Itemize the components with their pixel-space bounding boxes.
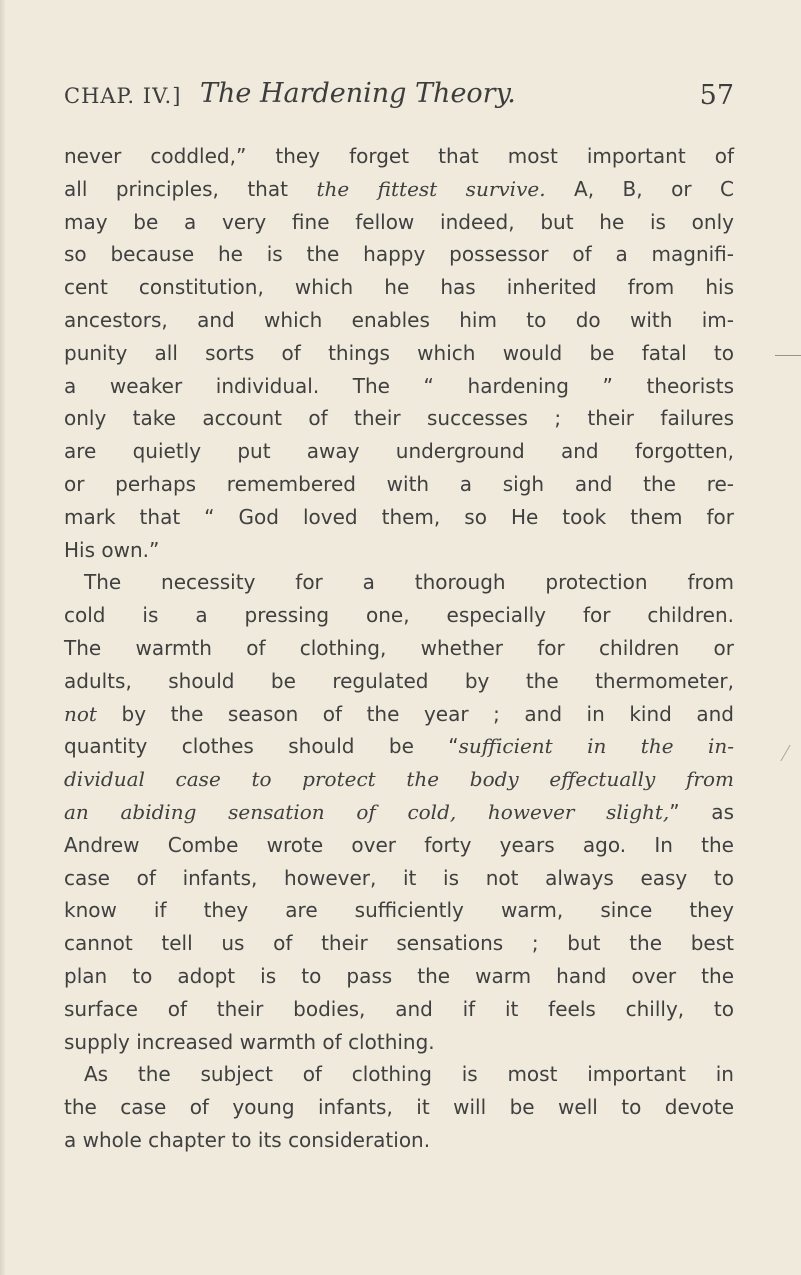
text-line — [64, 698, 734, 731]
text-line — [64, 337, 734, 370]
running-header — [64, 78, 734, 118]
text-run: a whole chapter to its consideration. — [64, 1127, 431, 1152]
text-run: the case of young infants, it will be well to devote — [64, 1095, 734, 1120]
italic-text: an abiding sensation of cold, however slight, — [64, 799, 670, 824]
text-line — [64, 206, 734, 239]
text-line — [64, 370, 734, 403]
text-line — [64, 993, 734, 1026]
text-run: ancestors, and which enables him to do with im- — [64, 307, 734, 332]
italic-text: not — [64, 701, 97, 726]
text-line — [64, 173, 734, 206]
text-run: only take account of their successes ; their failures — [64, 406, 734, 431]
text-line — [64, 1124, 734, 1157]
text-line — [64, 1058, 734, 1091]
text-run: a weaker individual. The “ hardening ” theorists — [64, 373, 734, 398]
text-run: adults, should be regulated by the thermometer, — [64, 668, 734, 693]
page-edge-shadow — [0, 0, 6, 1275]
italic-text: sufficient in the in- — [458, 734, 734, 759]
text-run: punity all sorts of things which would be fatal to — [64, 340, 734, 365]
text-line — [64, 927, 734, 960]
text-run: As the subject of clothing is most important in — [84, 1062, 734, 1087]
page-number: 57 — [699, 80, 734, 111]
text-line — [64, 238, 734, 271]
text-run: by the season of the year ; and in kind and — [96, 701, 734, 726]
text-line — [64, 304, 734, 337]
text-line — [64, 1026, 734, 1059]
text-line — [64, 862, 734, 895]
text-line — [64, 599, 734, 632]
text-line — [64, 402, 734, 435]
text-run: The warmth of clothing, whether for children or — [64, 635, 734, 660]
text-run: cold is a pressing one, especially for children. — [64, 603, 734, 628]
text-run: surface of their bodies, and if it feels chilly, to — [64, 996, 734, 1021]
text-line — [64, 534, 734, 567]
text-line — [64, 829, 734, 862]
italic-text: the fittest survive. — [316, 176, 546, 201]
text-run: plan to adopt is to pass the warm hand over the — [64, 963, 734, 988]
text-run: The necessity for a thorough protection from — [84, 570, 734, 595]
text-line — [64, 796, 734, 829]
text-run: cent constitution, which he has inherited from his — [64, 275, 734, 300]
text-run: His own.” — [64, 537, 160, 562]
text-run: quantity clothes should be “ — [64, 734, 459, 759]
text-line — [64, 501, 734, 534]
chapter-label: CHAP. IV.] — [64, 84, 182, 108]
text-line — [64, 435, 734, 468]
text-run: all principles, that — [64, 176, 317, 201]
text-run: mark that “ God loved them, so He took them for — [64, 504, 734, 529]
text-line — [64, 271, 734, 304]
text-run: case of infants, however, it is not always easy to — [64, 865, 734, 890]
text-line — [64, 632, 734, 665]
text-line — [64, 1091, 734, 1124]
text-run: ” as — [669, 799, 734, 824]
margin-tick — [780, 745, 800, 761]
text-run: know if they are sufficiently warm, since they — [64, 898, 734, 923]
italic-text: dividual case to protect the body effectually from — [64, 767, 734, 792]
text-line — [64, 763, 734, 796]
body-text — [64, 140, 734, 1157]
text-line — [64, 960, 734, 993]
text-line — [64, 468, 734, 501]
margin-dash — [775, 355, 801, 356]
text-run: supply increased warmth of clothing. — [64, 1029, 435, 1054]
text-run: Andrew Combe wrote over forty years ago. In the — [64, 832, 734, 857]
text-run: are quietly put away underground and forgotten, — [64, 439, 734, 464]
text-run: never coddled,” they forget that most important of — [64, 144, 734, 168]
text-run: so because he is the happy possessor of a magnifi- — [64, 242, 734, 267]
text-line — [64, 566, 734, 599]
text-run: may be a very fine fellow indeed, but he is only — [64, 209, 734, 234]
text-line — [64, 894, 734, 927]
text-line — [64, 140, 734, 173]
text-line — [64, 730, 734, 763]
text-run: A, B, or C — [545, 176, 734, 201]
text-run: or perhaps remembered with a sigh and the re- — [64, 471, 734, 496]
running-title: The Hardening Theory. — [200, 78, 516, 109]
text-line — [64, 665, 734, 698]
text-run: cannot tell us of their sensations ; but the best — [64, 931, 734, 956]
